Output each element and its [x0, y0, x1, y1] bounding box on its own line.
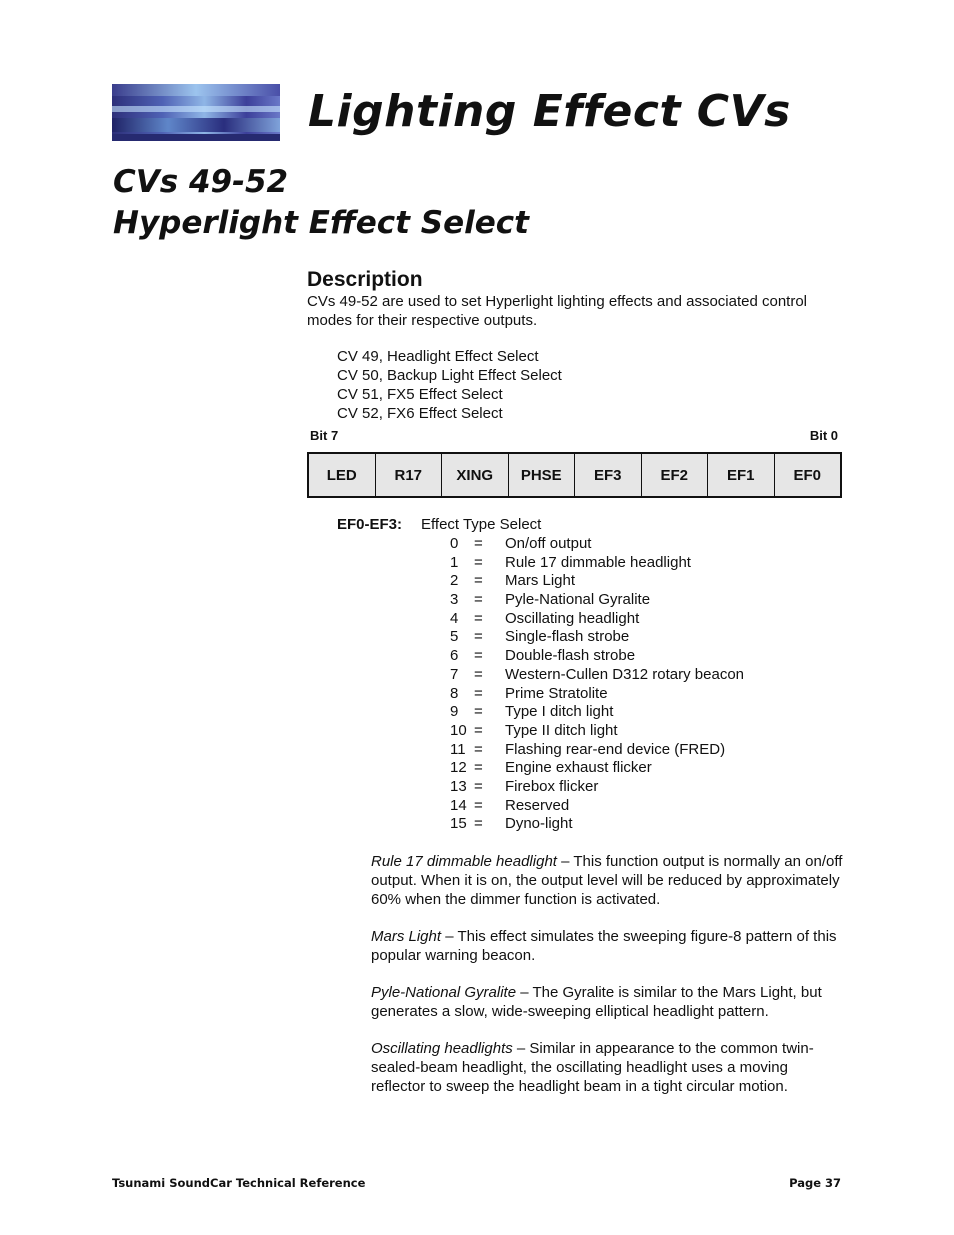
effect-option-name: Engine exhaust flicker	[505, 759, 652, 777]
paragraph-gyralite	[371, 983, 843, 1021]
effect-option-value: 11	[450, 740, 466, 758]
effect-option-equals: =	[474, 740, 483, 758]
effect-option-value: 13	[450, 777, 467, 795]
cv-list-item: CV 49, Headlight Effect Select	[337, 348, 539, 365]
bit-cell-phse: PHSE	[509, 454, 576, 496]
bit-cell-ef1: EF1	[708, 454, 775, 496]
paragraph-term: Rule 17 dimmable headlight	[371, 853, 557, 870]
effect-option-value: 10	[450, 721, 467, 739]
effect-option-value: 3	[450, 591, 459, 609]
effect-option-value: 1	[450, 553, 459, 571]
paragraph-body: – Similar in appearance to the common twin-sealed-beam headlight, the oscillating headlight uses a moving reflector to sweep the headlight beam in a tight circular motion.	[371, 1040, 814, 1095]
effect-option-equals: =	[474, 759, 483, 777]
bit-cell-xing: XING	[442, 454, 509, 496]
effect-select-description: Effect Type Select	[421, 516, 542, 533]
paragraph-term: Oscillating headlights	[371, 1040, 513, 1057]
bit-cell-ef2: EF2	[642, 454, 709, 496]
paragraph-oscillating	[371, 1039, 843, 1096]
effect-option-name: Firebox flicker	[505, 777, 599, 795]
effect-option-equals: =	[474, 535, 483, 552]
bit-cell-ef3: EF3	[575, 454, 642, 496]
paragraph-term: Mars Light	[371, 928, 442, 945]
effect-option-equals: =	[474, 777, 483, 795]
effect-option-name: Prime Stratolite	[505, 684, 608, 702]
effect-option-name: Type II ditch light	[505, 721, 618, 739]
effect-option-name: Flashing rear-end device (FRED)	[505, 740, 726, 758]
effect-option-name: Pyle-National Gyralite	[505, 591, 651, 609]
footer-doc-title: Tsunami SoundCar Technical Reference	[112, 1176, 366, 1190]
effect-option-equals: =	[474, 721, 483, 739]
paragraph-term: Pyle-National Gyralite	[371, 984, 517, 1001]
effect-option-value: 12	[450, 759, 467, 777]
bit-cell-ef0: EF0	[775, 454, 841, 496]
effect-option-equals: =	[474, 796, 483, 814]
effect-option-value: 14	[450, 796, 467, 814]
effect-option-equals: =	[474, 553, 483, 571]
cv-list-item: CV 52, FX6 Effect Select	[337, 405, 503, 422]
effect-option-name: Type I ditch light	[505, 703, 614, 721]
paragraph-rule17	[371, 852, 843, 909]
bit0-label: Bit 0	[809, 428, 838, 443]
effect-option-value: 7	[450, 665, 459, 683]
effect-option-equals: =	[474, 628, 483, 646]
description-text: CVs 49-52 are used to set Hyperlight lighting effects and associated control modes for their respective outputs.	[307, 293, 808, 329]
effect-option-name: Western-Cullen D312 rotary beacon	[505, 665, 745, 683]
effect-option-value: 0	[450, 535, 459, 552]
effect-option-value: 5	[450, 628, 459, 646]
bit-cell-led: LED	[309, 454, 376, 496]
cv-list-item: CV 51, FX5 Effect Select	[337, 386, 503, 403]
page-title: Lighting Effect CVs	[308, 86, 791, 137]
effect-option-equals: =	[474, 609, 483, 627]
effect-option-equals: =	[474, 647, 483, 665]
effect-option-name: Rule 17 dimmable headlight	[505, 553, 691, 571]
effect-option-value: 6	[450, 647, 459, 665]
effect-option-equals: =	[474, 572, 483, 590]
paragraph-body: – This effect simulates the sweeping figure-8 pattern of this popular warning beacon.	[371, 928, 837, 964]
effect-option-value: 4	[450, 609, 459, 627]
effect-option-value: 2	[450, 572, 459, 590]
effect-select-label: EF0-EF3:	[337, 516, 403, 533]
description-heading: Description	[307, 268, 423, 291]
effect-option-equals: =	[474, 665, 483, 683]
bit7-label: Bit 7	[310, 428, 339, 443]
effect-option-equals: =	[474, 591, 483, 609]
footer-page-number: Page 37	[789, 1176, 841, 1190]
paragraph-mars-light	[371, 927, 843, 965]
effect-option-name: Single-flash strobe	[505, 628, 630, 646]
cv-list-item: CV 50, Backup Light Effect Select	[337, 367, 562, 384]
bit-table	[307, 452, 842, 498]
effect-option-value: 9	[450, 703, 459, 721]
bit-cell-r17: R17	[376, 454, 443, 496]
effect-option-value: 15	[450, 815, 467, 833]
effect-option-name: Double-flash strobe	[505, 647, 636, 665]
effect-option-equals: =	[474, 684, 483, 702]
effect-option-name: Dyno-light	[505, 815, 573, 833]
effect-option-equals: =	[474, 703, 483, 721]
paragraph-body: – This function output is normally an on/off output. When it is on, the output level will be reduced by approximately 60% when the dimmer function is activated.	[371, 853, 843, 908]
section-title-effect-select: Hyperlight Effect Select	[113, 205, 529, 241]
effect-option-equals: =	[474, 815, 483, 833]
cv-list	[337, 347, 562, 423]
paragraph-body: – The Gyralite is similar to the Mars Light, but generates a slow, wide-sweeping elliptical headlight pattern.	[371, 984, 822, 1020]
effect-option-name: Mars Light	[505, 572, 576, 590]
effect-option-name: On/off output	[505, 535, 592, 552]
header-photo	[112, 84, 280, 141]
effect-option-value: 8	[450, 684, 459, 702]
effect-option-name: Reserved	[505, 796, 570, 814]
section-title-cv-range: CVs 49-52	[113, 164, 289, 200]
effect-option-name: Oscillating headlight	[505, 609, 640, 627]
